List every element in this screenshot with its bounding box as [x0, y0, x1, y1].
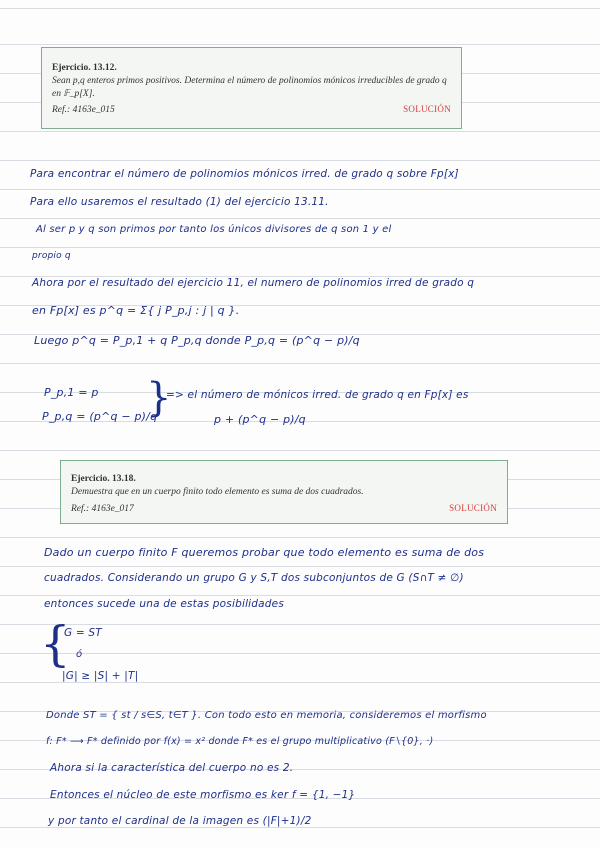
handwritten-line: Para encontrar el número de polinomios mónicos irred. de grado q sobre Fp[x] — [30, 168, 459, 180]
solution-link[interactable]: SOLUCIÓN — [403, 104, 451, 115]
exercise-box-13-18 — [60, 460, 508, 524]
handwritten-line: cuadrados. Considerando un grupo G y S,T dos subconjuntos de G (S∩T ≠ ∅) — [44, 572, 464, 584]
handwritten-line: Para ello usaremos el resultado (1) del ejercicio 13.11. — [30, 196, 329, 208]
handwritten-line: ó — [76, 649, 83, 660]
handwritten-line: => el número de mónicos irred. de grado q en Fp[x] es — [166, 389, 469, 401]
brace-left: { — [40, 616, 71, 672]
exercise-title: Ejercicio. 13.18. — [71, 474, 136, 484]
handwritten-line: Ahora por el resultado del ejercicio 11, el numero de polinomios irred de grado q — [32, 277, 475, 289]
handwritten-line: Al ser p y q son primos por tanto los únicos divisores de q son 1 y el — [36, 224, 392, 235]
exercise-ref: Ref.: 4163e_017 — [71, 503, 134, 514]
handwritten-line: en Fp[x] es p^q = Σ{ j P_p,j : j | q }. — [32, 304, 240, 317]
handwritten-line: Ahora si la característica del cuerpo no es 2. — [50, 762, 294, 774]
exercise-title: Ejercicio. 13.12. — [52, 63, 117, 73]
solution-link[interactable]: SOLUCIÓN — [449, 502, 497, 513]
handwritten-line: P_p,1 = p — [44, 386, 99, 399]
handwritten-line: p + (p^q − p)/q — [214, 413, 306, 426]
exercise-ref: Ref.: 4163e_015 — [52, 105, 115, 116]
handwritten-line: y por tanto el cardinal de la imagen es (|F|+1)/2 — [48, 815, 312, 827]
handwritten-line: entonces sucede una de estas posibilidades — [44, 598, 284, 610]
handwritten-line: f: F* ⟶ F* definido por f(x) = x² donde F* es el grupo multiplicativo (F∖{0}, ·) — [46, 736, 434, 747]
handwritten-line: Entonces el núcleo de este morfismo es ker f = {1, −1} — [50, 789, 356, 801]
exercise-statement: Demuestra que en un cuerpo finito todo elemento es suma de dos cuadrados. — [71, 487, 364, 498]
brace-right: } — [146, 375, 172, 421]
handwritten-line: P_p,q = (p^q − p)/q — [42, 410, 158, 423]
handwritten-line: |G| ≥ |S| + |T| — [62, 670, 139, 682]
handwritten-line: Dado un cuerpo finito F queremos probar que todo elemento es suma de dos — [44, 546, 485, 559]
handwritten-line: propio q — [32, 251, 71, 261]
handwritten-line: G = ST — [64, 627, 102, 639]
exercise-box-13-12 — [41, 47, 462, 129]
exercise-statement: Sean p,q enteros primos positivos. Determina el número de polinomios mónicos irreducibles de grado q en 𝔽_p[X]. — [52, 76, 447, 99]
handwritten-line: Luego p^q = P_p,1 + q P_p,q donde P_p,q = (p^q − p)/q — [34, 334, 360, 347]
handwritten-line: Donde ST = { st / s∈S, t∈T }. Con todo esto en memoria, consideremos el morfismo — [46, 710, 487, 721]
